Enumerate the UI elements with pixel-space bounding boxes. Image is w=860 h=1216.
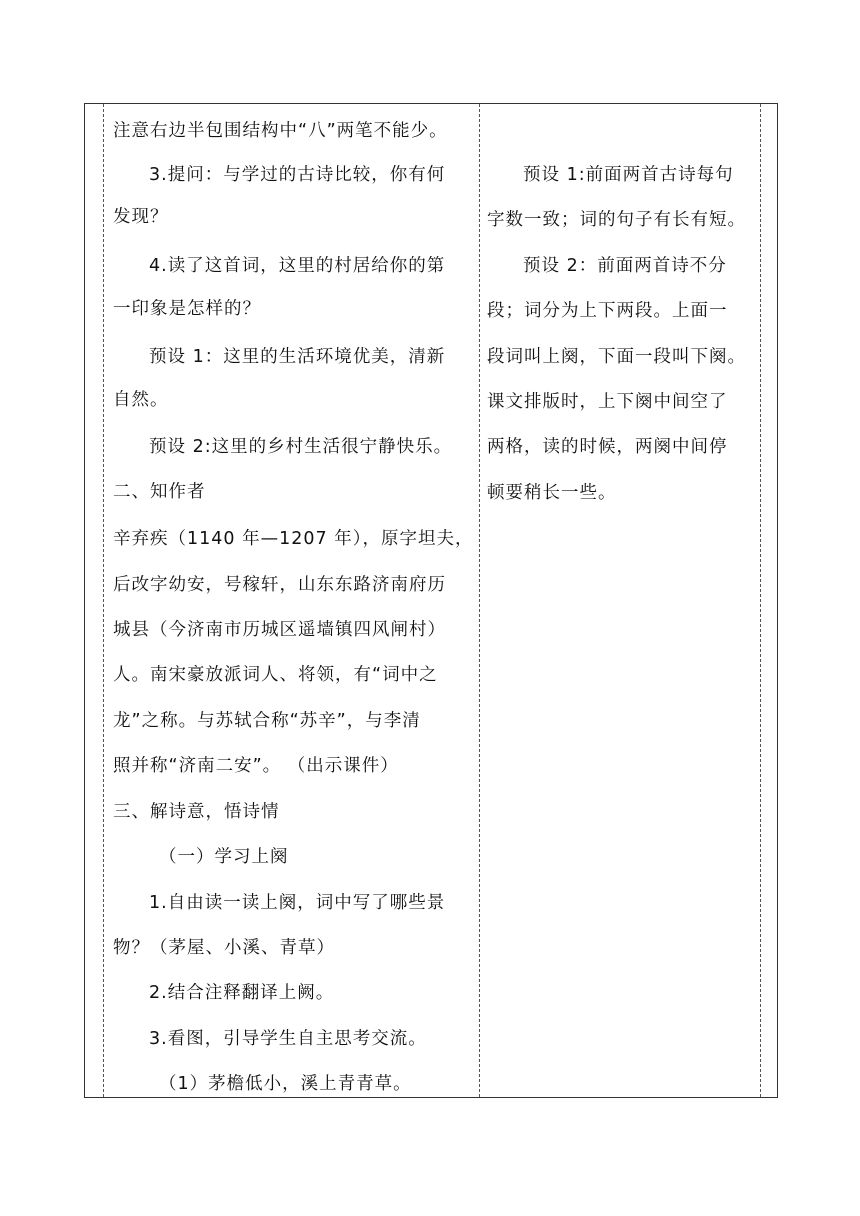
text-line: 3.看图，引导学生自主思考交流。	[149, 1029, 427, 1049]
text-line: 1.自由读一读上阕，词中写了哪些景	[149, 893, 446, 913]
text-line: 自然。	[113, 390, 169, 410]
text-line: 一印象是怎样的？	[113, 299, 261, 319]
text-line: 顿要稍长一些。	[487, 483, 617, 503]
column-divider	[103, 104, 104, 1097]
column-divider	[760, 104, 761, 1097]
text-line: 注意右边半包围结构中“八”两笔不能少。	[113, 121, 448, 141]
text-line: 照并称“济南二安”。 （出示课件）	[113, 756, 399, 776]
text-line: 字数一致；词的句子有长有短。	[487, 210, 746, 230]
column-divider	[479, 104, 480, 1097]
table-border-right	[777, 104, 778, 1097]
text-line: 课文排版时，上下阕中间空了	[487, 392, 728, 412]
subsection-heading: （一）学习上阕	[159, 847, 289, 867]
text-line: 预设 2：前面两首诗不分	[523, 256, 727, 276]
text-line: 段词叫上阕，下面一段叫下阕。	[487, 347, 746, 367]
text-line: 3.提问：与学过的古诗比较，你有何	[149, 165, 446, 185]
section-heading: 二、知作者	[113, 482, 206, 502]
text-line: 预设 2:这里的乡村生活很宁静快乐。	[149, 437, 453, 457]
text-line: 龙”之称。与苏轼合称“苏辛”，与李清	[113, 711, 421, 731]
text-line: 2.结合注释翻译上阙。	[149, 983, 335, 1003]
lesson-plan-table	[84, 103, 778, 1098]
text-line: 人。南宋豪放派词人、将领，有“词中之	[113, 665, 438, 685]
text-line: 发现？	[113, 207, 169, 227]
table-border-left	[84, 104, 85, 1097]
text-line: 段；词分为上下两段。上面一	[487, 301, 728, 321]
text-line: 两格，读的时候，两阕中间停	[487, 437, 728, 457]
section-heading: 三、解诗意，悟诗情	[113, 802, 280, 822]
text-line: 辛弃疾（1140 年—1207 年），原字坦夫，	[113, 529, 474, 549]
text-line: 预设 1：这里的生活环境优美，清新	[149, 347, 446, 367]
text-line: 预设 1:前面两首古诗每句	[523, 165, 734, 185]
text-line: 后改字幼安，号稼轩，山东东路济南府历	[113, 575, 446, 595]
text-line: 城县（今济南市历城区遥墙镇四风闸村）	[113, 620, 446, 640]
text-line: 4.读了这首词，这里的村居给你的第	[149, 256, 446, 276]
text-line: 物？（茅屋、小溪、青草）	[113, 938, 335, 958]
text-line: （1）茅檐低小，溪上青青草。	[159, 1074, 412, 1094]
